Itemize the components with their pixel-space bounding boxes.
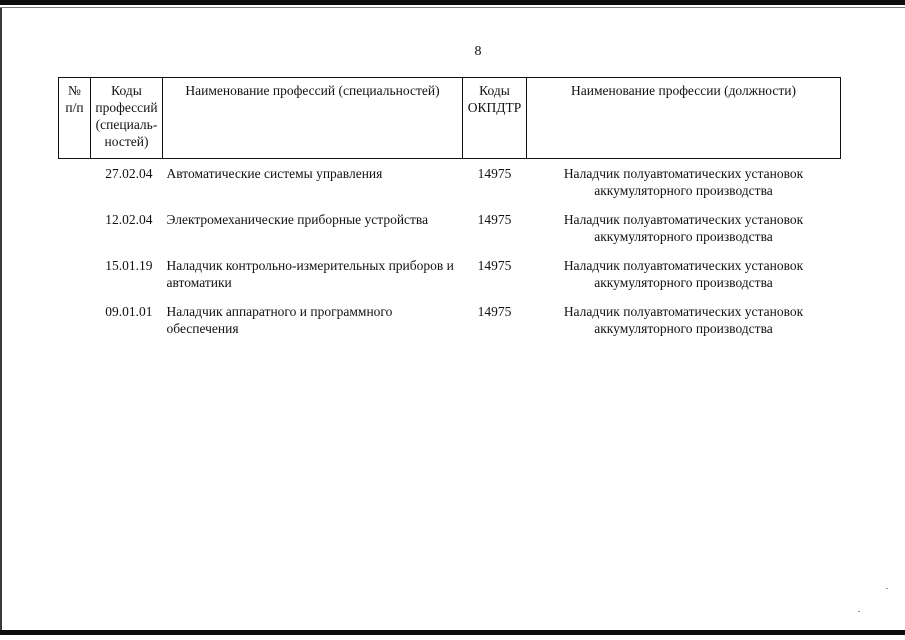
- cell-spec-name: Наладчик контрольно-измерительных приборов и автоматики: [166, 258, 454, 290]
- professions-table: [58, 77, 841, 344]
- header-spec-name: Наименование профессий (специальностей): [163, 78, 463, 159]
- cell-job-name: Наладчик полуавтоматических установок аккумуляторного производства: [563, 166, 804, 198]
- cell-spec-code: 27.02.04: [105, 166, 153, 181]
- header-num: № п/п: [59, 78, 91, 159]
- cell-num: [59, 159, 91, 207]
- page-left-edge: [0, 8, 2, 634]
- cell-num: [59, 252, 91, 298]
- cell-spec-name: Наладчик аппаратного и программного обеспечения: [166, 304, 393, 336]
- scan-speck: [858, 611, 860, 612]
- table-row: [59, 252, 841, 298]
- top-border-thin-rule: [0, 7, 905, 8]
- table-header-row: [59, 78, 841, 159]
- cell-spec-name: Электромеханические приборные устройства: [166, 212, 429, 227]
- cell-num: [59, 206, 91, 252]
- cell-spec-code: 12.02.04: [105, 212, 153, 227]
- table-row: [59, 159, 841, 207]
- page-number: 8: [474, 44, 482, 59]
- scan-speck: [886, 588, 888, 589]
- cell-job-name: Наладчик полуавтоматических установок аккумуляторного производства: [563, 258, 804, 290]
- cell-okpdtr: 14975: [477, 166, 512, 181]
- cell-okpdtr: 14975: [477, 304, 512, 319]
- cell-job-name: Наладчик полуавтоматических установок аккумуляторного производства: [563, 304, 804, 336]
- table-row: [59, 298, 841, 344]
- header-okpdtr: Коды ОКПДТР: [463, 78, 527, 159]
- table-row: [59, 206, 841, 252]
- top-border-rule: [0, 0, 905, 5]
- header-spec-code: Коды профессий (специаль-ностей): [91, 78, 163, 159]
- cell-job-name: Наладчик полуавтоматических установок аккумуляторного производства: [563, 212, 804, 244]
- cell-spec-name: Автоматические системы управления: [166, 166, 383, 181]
- cell-num: [59, 298, 91, 344]
- header-job-name: Наименование профессии (должности): [527, 78, 841, 159]
- cell-spec-code: 09.01.01: [105, 304, 153, 319]
- bottom-border-rule: [0, 630, 905, 635]
- cell-okpdtr: 14975: [477, 212, 512, 227]
- cell-spec-code: 15.01.19: [105, 258, 153, 273]
- cell-okpdtr: 14975: [477, 258, 512, 273]
